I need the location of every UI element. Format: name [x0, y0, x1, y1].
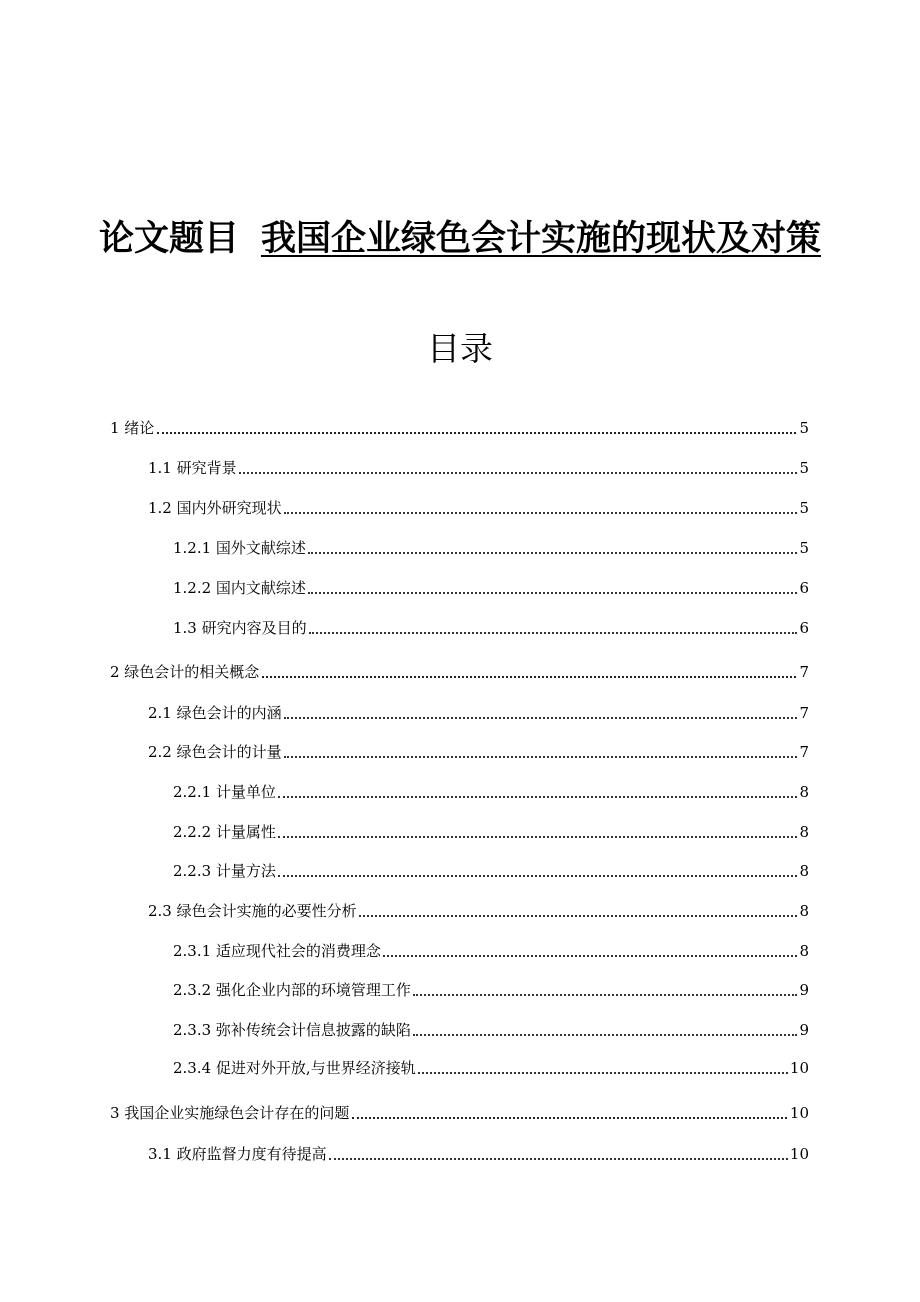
- toc-entry[interactable]: [148, 738, 809, 762]
- toc-entry[interactable]: [173, 1016, 809, 1040]
- toc-entry-label: 1 绪论: [110, 419, 155, 437]
- toc-leader-dots: [309, 628, 798, 634]
- toc-entry-page-number: 7: [799, 663, 809, 681]
- thesis-title: 我国企业绿色会计实施的现状及对策: [261, 219, 822, 259]
- toc-leader-dots: [352, 1113, 787, 1119]
- toc-entry-page-number: 10: [789, 1145, 809, 1163]
- toc-entry-page-number: 9: [799, 981, 809, 999]
- toc-entry-page-number: 8: [799, 783, 809, 801]
- toc-entry-page-number: 8: [799, 862, 809, 880]
- toc-entry-page-number: 5: [799, 499, 809, 517]
- toc-entry-page-number: 8: [799, 823, 809, 841]
- toc-entry-label: 2.2.2 计量属性: [173, 823, 276, 841]
- title-prefix: 论文题目: [98, 219, 239, 259]
- toc-entry[interactable]: [173, 614, 809, 638]
- toc-entry[interactable]: [173, 778, 809, 802]
- toc-heading: 目录: [427, 329, 493, 368]
- toc-entry[interactable]: [148, 699, 809, 723]
- toc-leader-dots: [329, 1154, 788, 1160]
- toc-leader-dots: [278, 832, 798, 838]
- toc-leader-dots: [284, 752, 798, 758]
- toc-entry-page-number: 6: [799, 579, 809, 597]
- toc-entry[interactable]: [148, 454, 809, 478]
- toc-entry-label: 2.3.4 促进对外开放,与世界经济接轨: [173, 1059, 416, 1077]
- toc-leader-dots: [278, 792, 798, 798]
- toc-entry[interactable]: [173, 857, 809, 881]
- toc-entry-label: 3 我国企业实施绿色会计存在的问题: [110, 1104, 350, 1122]
- toc-leader-dots: [383, 951, 798, 957]
- toc-entry[interactable]: [148, 897, 809, 921]
- toc-entry[interactable]: [110, 414, 809, 438]
- toc-entry-label: 1.2.2 国内文献综述: [173, 579, 306, 597]
- toc-entry[interactable]: [148, 494, 809, 518]
- toc-entry-label: 2 绿色会计的相关概念: [110, 663, 260, 681]
- toc-leader-dots: [308, 548, 798, 554]
- toc-entry-page-number: 10: [789, 1104, 809, 1122]
- toc-entry-label: 1.2.1 国外文献综述: [173, 539, 306, 557]
- toc-entry[interactable]: [173, 534, 809, 558]
- toc-entry-label: 1.3 研究内容及目的: [173, 619, 307, 637]
- toc-entry[interactable]: [173, 818, 809, 842]
- toc-entry-page-number: 5: [799, 459, 809, 477]
- toc-leader-dots: [284, 508, 798, 514]
- toc-leader-dots: [278, 871, 798, 877]
- toc-entry-label: 1.1 研究背景: [148, 459, 237, 477]
- toc-entry[interactable]: [148, 1140, 809, 1164]
- toc-leader-dots: [308, 588, 798, 594]
- toc-leader-dots: [359, 911, 798, 917]
- toc-entry-page-number: 5: [799, 419, 809, 437]
- toc-entry[interactable]: [110, 1099, 809, 1123]
- toc-entry[interactable]: [173, 937, 809, 961]
- toc-leader-dots: [418, 1068, 788, 1074]
- toc-entry-label: 3.1 政府监督力度有待提高: [148, 1145, 327, 1163]
- toc-entry-label: 2.2.3 计量方法: [173, 862, 276, 880]
- toc-entry-label: 2.3.2 强化企业内部的环境管理工作: [173, 981, 411, 999]
- toc-entry-page-number: 10: [789, 1059, 809, 1077]
- toc-entry-page-number: 8: [799, 942, 809, 960]
- toc-entry-page-number: 8: [799, 902, 809, 920]
- toc-leader-dots: [262, 672, 796, 678]
- toc-entry-label: 2.3 绿色会计实施的必要性分析: [148, 902, 357, 920]
- toc-entry-label: 2.2 绿色会计的计量: [148, 743, 282, 761]
- toc-entry[interactable]: [173, 574, 809, 598]
- toc-leader-dots: [157, 428, 796, 434]
- toc-leader-dots: [413, 1030, 798, 1036]
- toc-leader-dots: [284, 713, 798, 719]
- toc-entry-page-number: 9: [799, 1021, 809, 1039]
- toc-entry[interactable]: [173, 1054, 809, 1078]
- toc-entry[interactable]: [110, 658, 809, 682]
- toc-entry-page-number: 6: [799, 619, 809, 637]
- toc-entry-page-number: 7: [799, 704, 809, 722]
- toc-entry-label: 2.2.1 计量单位: [173, 783, 276, 801]
- toc-entry-label: 1.2 国内外研究现状: [148, 499, 282, 517]
- toc-entry-label: 2.1 绿色会计的内涵: [148, 704, 282, 722]
- toc-entry-label: 2.3.1 适应现代社会的消费理念: [173, 942, 381, 960]
- toc-entry-label: 2.3.3 弥补传统会计信息披露的缺陷: [173, 1021, 411, 1039]
- toc-leader-dots: [413, 990, 798, 996]
- toc-entry-page-number: 5: [799, 539, 809, 557]
- toc-entry[interactable]: [173, 976, 809, 1000]
- toc-leader-dots: [239, 468, 798, 474]
- toc-entry-page-number: 7: [799, 743, 809, 761]
